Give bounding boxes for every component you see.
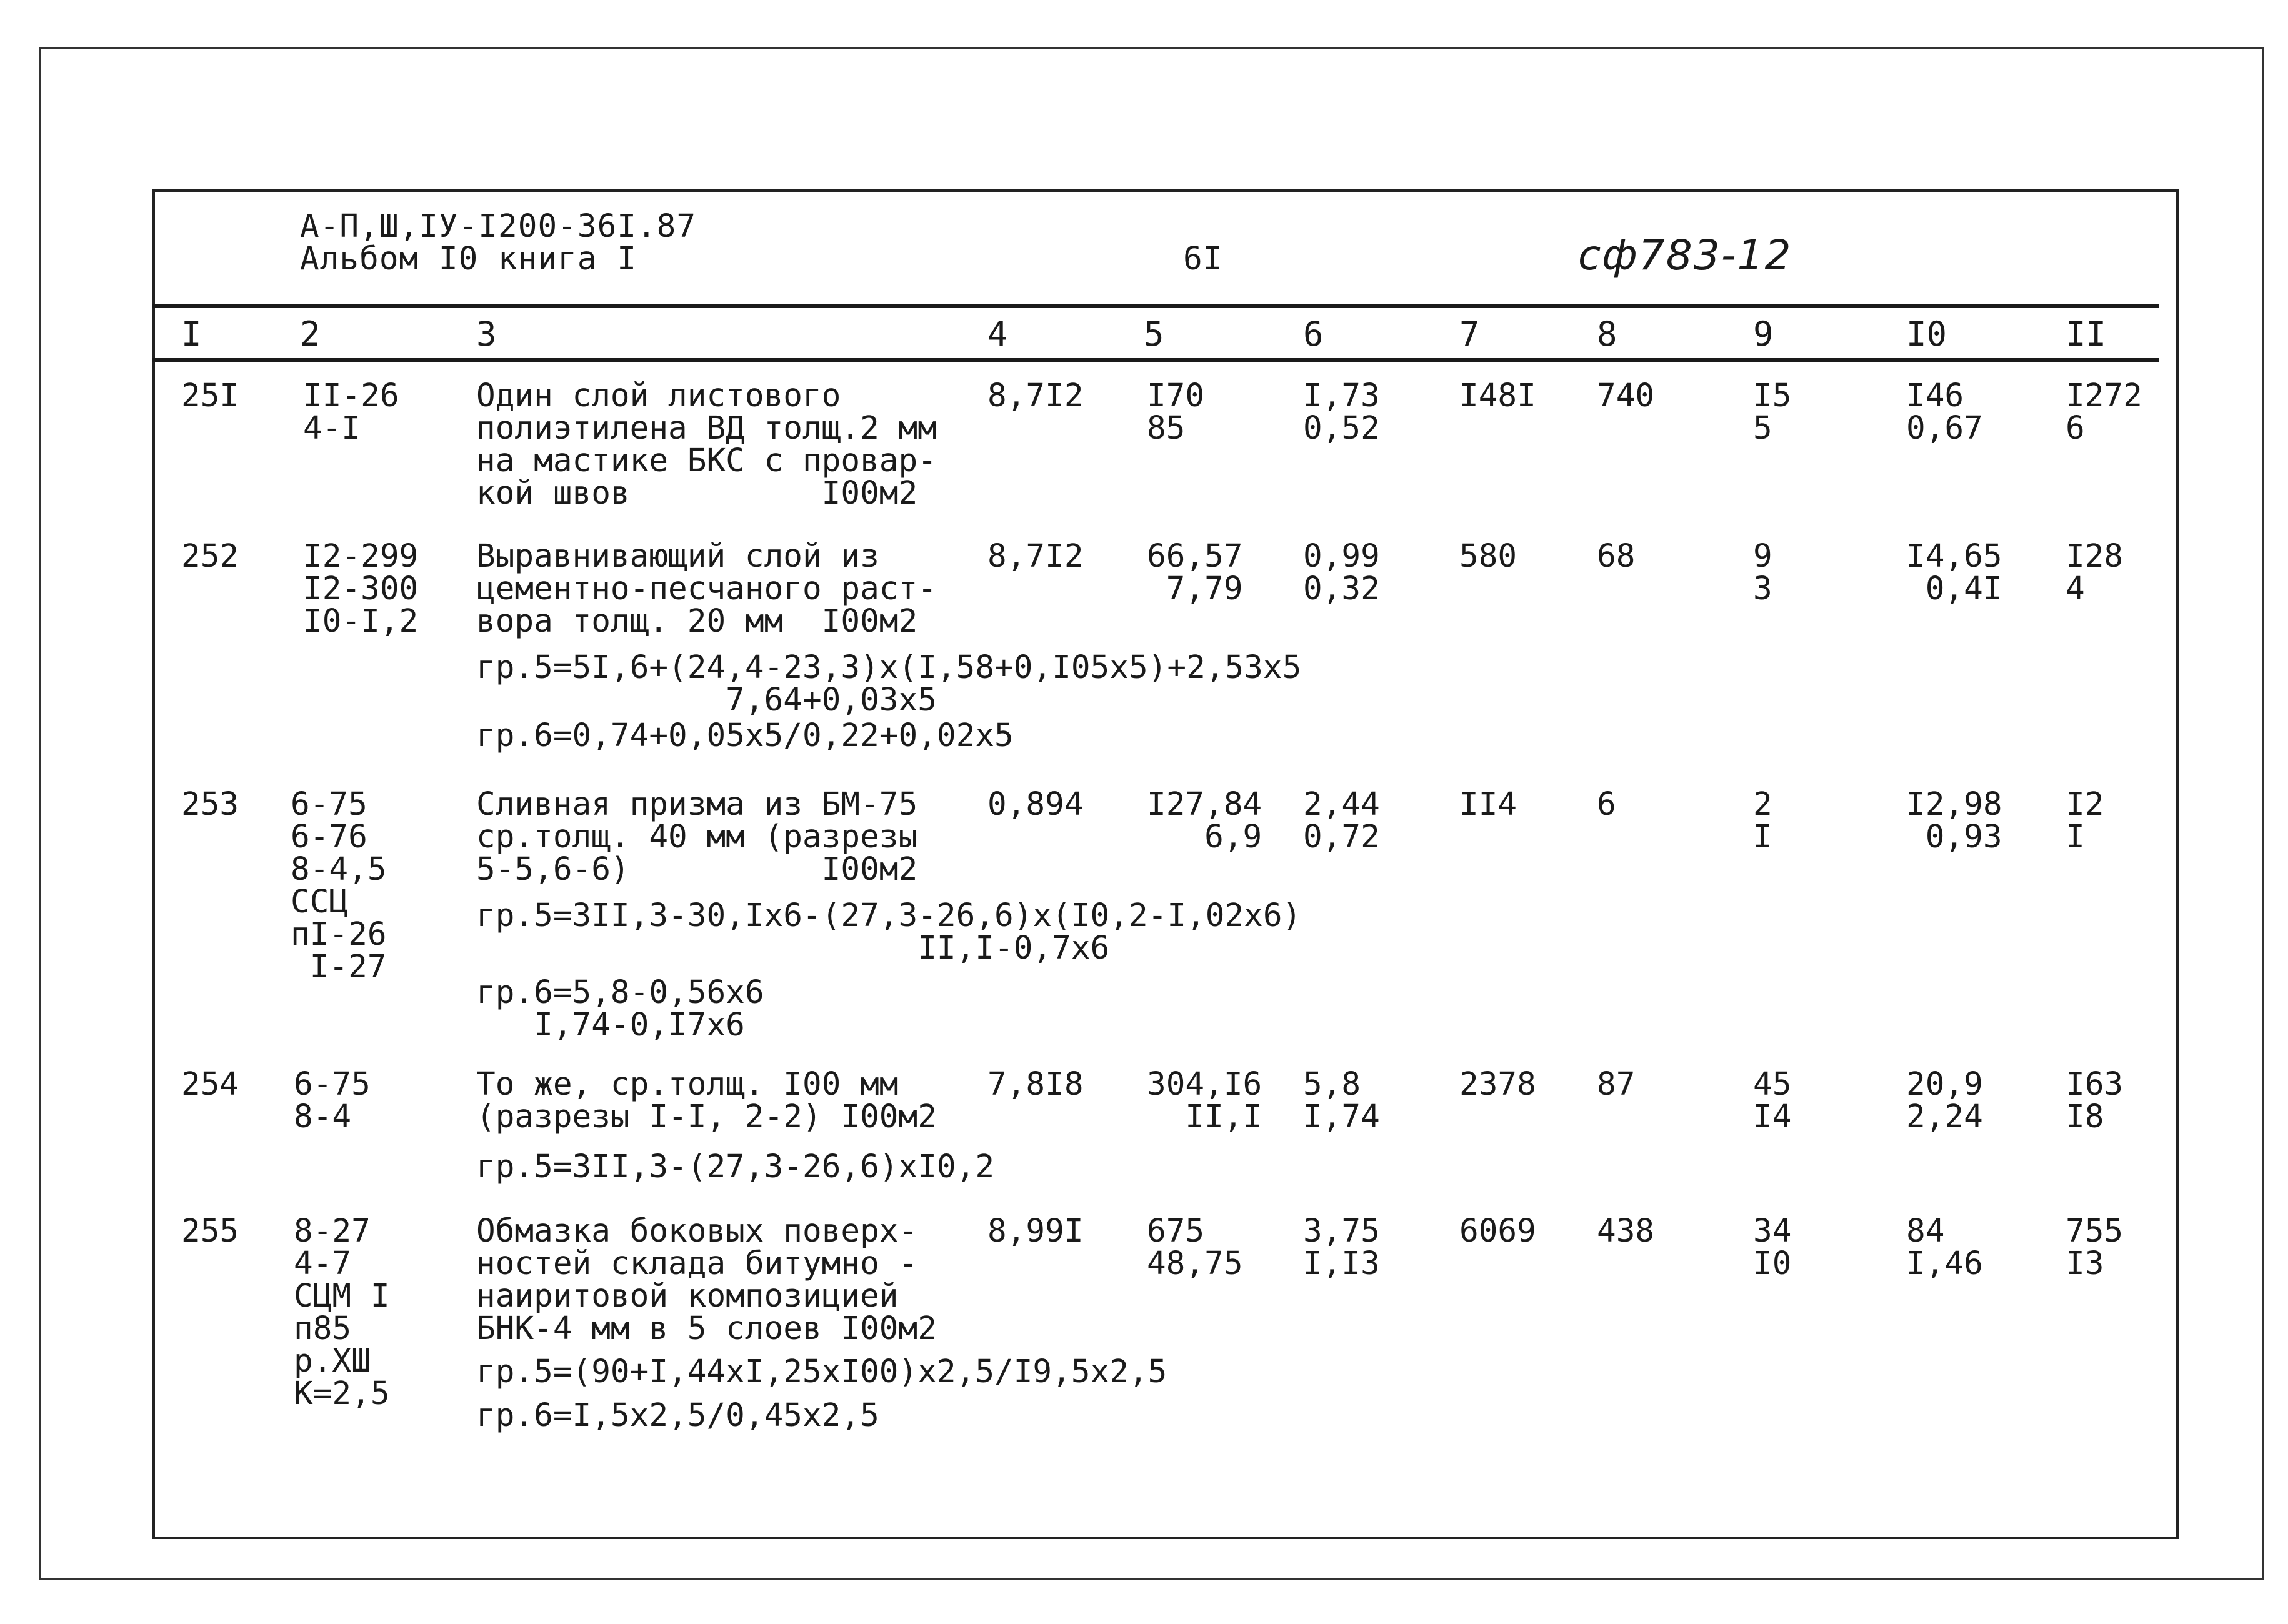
work-description: То же, ср.толщ. I00 мм (разрезы I-I, 2-2) I00м2 [476,1066,937,1135]
formula-gr6: гр.6=I,5х2,5/0,45х2,5 [476,1397,879,1434]
work-description: Выравнивающий слой из цементно-песчаного раст- вора толщ. 20 мм I00м2 [476,538,937,640]
work-description: Обмазка боковых поверх- ностей склада битумно - наиритовой композицией БНК-4 мм в 5 слоев I00м2 [476,1213,937,1347]
header-top-rule [152,304,2159,308]
formula-gr6: гр.6=5,8-0,56х6 I,74-0,I7х6 [476,974,764,1044]
cell-col6: I,73 0,52 [1303,377,1380,447]
cell-col6: 0,99 0,32 [1303,538,1380,607]
cell-col7: 2378 [1459,1066,1536,1103]
cell-col9: 34 I0 [1753,1213,1792,1282]
norm-code: I2-299 I2-300 I0-I,2 [303,538,419,640]
album-title: Альбом I0 книга I [300,241,637,277]
document-code: А-П,Ш,IУ-I200-36I.87 [300,208,697,245]
cell-col7: 6069 [1459,1213,1536,1250]
cell-col10: 84 I,46 [1906,1213,1983,1282]
col-header-8: 8 [1597,314,1617,354]
cell-col9: 2 I [1753,786,1772,855]
row-number: 255 [181,1213,239,1250]
formula-gr5: гр.5=(90+I,44хI,25хI00)х2,5/I9,5х2,5 [476,1353,1167,1390]
cell-col8: 740 [1597,377,1655,414]
col-header-9: 9 [1753,314,1774,354]
cell-col11: 755 I3 [2066,1213,2124,1282]
col-header-7: 7 [1459,314,1480,354]
cell-col11: I272 6 [2066,377,2142,447]
cell-col10: I2,98 0,93 [1906,786,2002,855]
cell-col10: I46 0,67 [1906,377,1983,447]
cell-col9: I5 5 [1753,377,1792,447]
cell-col6: 2,44 0,72 [1303,786,1380,855]
cell-col8: 68 [1597,538,1636,575]
cell-col4: 8,99I [987,1213,1084,1250]
cell-col9: 9 3 [1753,538,1772,607]
cell-col5: I70 85 [1147,377,1205,447]
cell-col8: 6 [1597,786,1616,823]
col-header-11: II [2066,314,2107,354]
norm-code: II-26 4-I [303,377,399,447]
formula-gr5: гр.5=5I,6+(24,4-23,3)х(I,58+0,I05х5)+2,53х5 7,64+0,03х5 [476,649,1302,719]
work-description: Сливная призма из БМ-75 ср.толщ. 40 мм (разрезы 5-5,6-6) I00м2 [476,786,918,888]
handwritten-stamp: сф783-12 [1578,231,1792,279]
col-header-2: 2 [300,314,321,354]
cell-col4: 8,7I2 [987,538,1084,575]
row-number: 25I [181,377,239,414]
cell-col8: 438 [1597,1213,1655,1250]
cell-col7: 580 [1459,538,1517,575]
formula-gr5: гр.5=3II,3-(27,3-26,6)хI0,2 [476,1148,995,1185]
work-description: Один слой листового полиэтилена ВД толщ.2 мм на мастике БКС с провар- кой швов I00м2 [476,377,937,512]
cell-col11: I63 I8 [2066,1066,2124,1135]
col-header-4: 4 [987,314,1008,354]
cell-col6: 5,8 I,74 [1303,1066,1380,1135]
cell-col7: I48I [1459,377,1536,414]
row-number: 254 [181,1066,239,1103]
page-number: 6I [1183,241,1223,277]
cell-col5: I27,84 6,9 [1147,786,1262,855]
col-header-3: 3 [476,314,497,354]
col-header-6: 6 [1303,314,1324,354]
col-header-5: 5 [1144,314,1164,354]
cell-col9: 45 I4 [1753,1066,1792,1135]
header-bottom-rule [152,358,2159,362]
cell-col11: I2 I [2066,786,2104,855]
row-number: 252 [181,538,239,575]
cell-col4: 8,7I2 [987,377,1084,414]
cell-col10: I4,65 0,4I [1906,538,2002,607]
cell-col10: 20,9 2,24 [1906,1066,1983,1135]
cell-col8: 87 [1597,1066,1636,1103]
cell-col7: II4 [1459,786,1517,823]
cell-col4: 7,8I8 [987,1066,1084,1103]
col-header-10: I0 [1906,314,1947,354]
cell-col4: 0,894 [987,786,1084,823]
cell-col11: I28 4 [2066,538,2124,607]
cell-col5: 675 48,75 [1147,1213,1243,1282]
formula-gr5: гр.5=3II,3-30,Iх6-(27,3-26,6)х(I0,2-I,02х6) II,I-0,7х6 [476,897,1302,967]
norm-code: 6-75 6-76 8-4,5 ССЦ пI-26 I-27 [291,786,387,985]
col-header-1: I [181,314,202,354]
formula-gr6: гр.6=0,74+0,05х5/0,22+0,02х5 [476,717,1014,754]
norm-code: 6-75 8-4 [294,1066,371,1135]
row-number: 253 [181,786,239,823]
cell-col6: 3,75 I,I3 [1303,1213,1380,1282]
norm-code: 8-27 4-7 СЦМ I п85 р.ХШ К=2,5 [294,1213,390,1412]
cell-col5: 304,I6 II,I [1147,1066,1262,1135]
cell-col5: 66,57 7,79 [1147,538,1243,607]
